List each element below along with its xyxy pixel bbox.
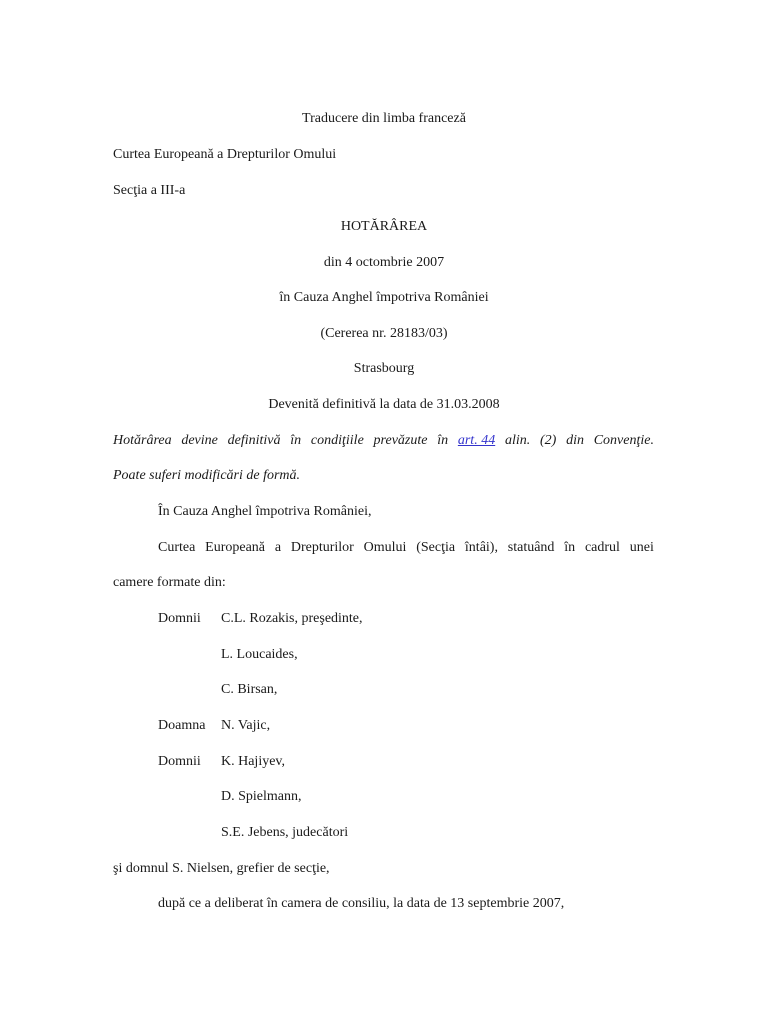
judgment-date: din 4 octombrie 2007 (323, 255, 445, 270)
court-paragraph-line-2: camere formate din: (113, 575, 226, 590)
judge-title: Domnii (158, 754, 201, 769)
court-word: în (564, 540, 576, 555)
court-word: statuând (507, 540, 555, 555)
court-word: cadrul (584, 540, 620, 555)
notice-word: alin. (504, 433, 531, 448)
judge-name: S.E. Jebens, judecători (221, 825, 349, 840)
judge-name: L. Loucaides, (221, 647, 298, 662)
court-word: unei (629, 540, 654, 555)
notice-word: definitivă (227, 433, 281, 448)
deliberation-line: după ce a deliberat în camera de consiliu, la data de 13 septembrie 2007, (158, 896, 565, 911)
translation-note: Traducere din limba franceză (302, 111, 466, 126)
case-intro: În Cauza Anghel împotriva României, (158, 504, 372, 519)
court-paragraph-line-1 (158, 539, 654, 557)
notice-line-2: Poate suferi modificări de formă. (113, 468, 301, 483)
registrar-line: şi domnul S. Nielsen, grefier de secţie, (113, 861, 330, 876)
court-word: Drepturilor (290, 540, 354, 555)
judgment-heading: HOTĂRÂREA (340, 219, 428, 234)
application-number: (Cererea nr. 28183/03) (320, 326, 448, 341)
section-name: Secţia a III-a (113, 183, 186, 198)
place: Strasbourg (353, 361, 415, 376)
notice-word: prevăzute (373, 433, 428, 448)
notice-word: (2) (539, 433, 557, 448)
notice-word: condiţiile (310, 433, 364, 448)
court-word: întâi), (464, 540, 498, 555)
notice-word: în (437, 433, 449, 448)
case-title: în Cauza Anghel împotriva României (279, 290, 489, 305)
final-date: Devenită definitivă la data de 31.03.2008 (268, 397, 500, 412)
court-word: Curtea (158, 540, 196, 555)
notice-word: devine (181, 433, 218, 448)
judge-title: Doamna (158, 718, 206, 733)
notice-word: din (566, 433, 584, 448)
judge-name: C. Birsan, (221, 682, 278, 697)
notice-word: Hotărârea (113, 433, 172, 448)
court-word: a (274, 540, 282, 555)
judge-name: N. Vajic, (221, 718, 271, 733)
judge-title: Domnii (158, 611, 201, 626)
notice-line-1 (113, 432, 654, 450)
judge-name: D. Spielmann, (221, 789, 302, 804)
judge-name: C.L. Rozakis, preşedinte, (221, 611, 363, 626)
court-word: (Secţia (416, 540, 456, 555)
article-44-link[interactable]: art. 44 (457, 433, 496, 448)
notice-word: în (290, 433, 302, 448)
notice-word: Convenţie. (593, 433, 654, 448)
judge-name: K. Hajiyev, (221, 754, 286, 769)
court-word: Omului (363, 540, 407, 555)
court-name: Curtea Europeană a Drepturilor Omului (113, 147, 337, 162)
court-word: Europeană (205, 540, 265, 555)
